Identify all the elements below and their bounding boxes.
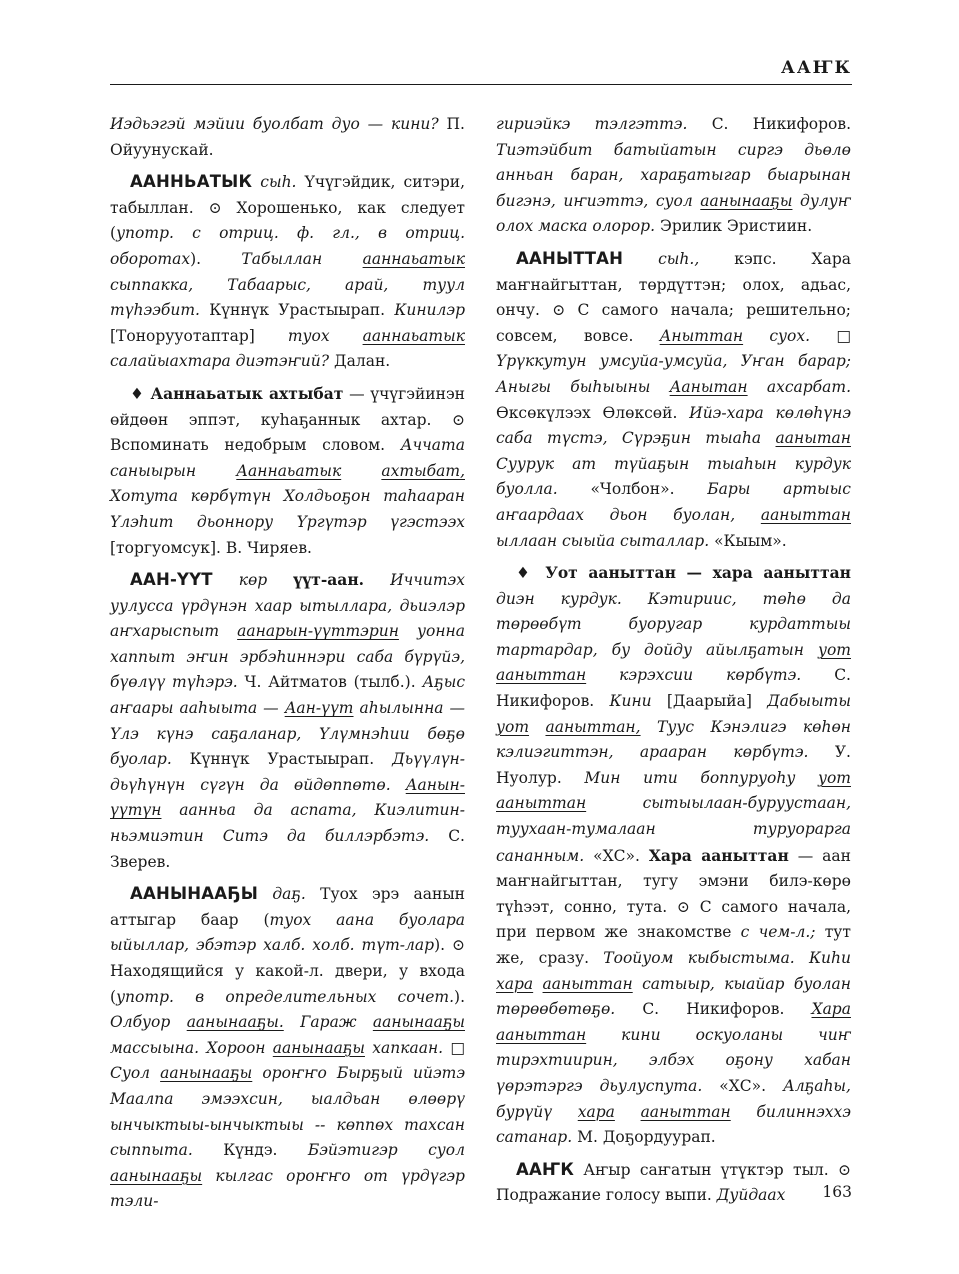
phrase-uot-aanyttan <box>496 560 851 1151</box>
text-run: көр <box>238 571 268 590</box>
text-run: употр. с отриц. ф. гл., в отриц. оборотах <box>110 224 465 268</box>
text-run: аанынааҕы <box>160 1064 253 1083</box>
text-run: аанньа да аспата, Киэлитин-ньэмиэтин Ситэ да биллэрбэтэ. <box>110 801 465 846</box>
text-run: В. Чиряев. <box>225 538 312 557</box>
text-run: Аччата саныырын <box>110 436 465 480</box>
text-run: ааныттан <box>760 505 851 524</box>
text-run: М. Доҕордуурап. <box>577 1128 716 1147</box>
entry-aanynaagy <box>110 881 465 1215</box>
text-run: С. Зверев. <box>110 827 465 871</box>
text-run: Гараж <box>300 1013 357 1032</box>
headword: ААННЬАТЫК <box>130 172 253 192</box>
text-run: ааныттан <box>496 794 587 813</box>
entry-aangk <box>496 1157 851 1209</box>
text-run: Хара <box>811 1000 851 1019</box>
text-run: гириэйкэ тэлгэттэ. <box>496 115 688 133</box>
text-run: Далан. <box>334 352 391 371</box>
text-run: хара <box>496 974 534 993</box>
text-run: «ХС». <box>719 1076 767 1095</box>
text-run: Суол <box>110 1064 151 1083</box>
text-run: туох аана буолара ыйыллар, эбэтэр халб. холб. түт-лар <box>110 910 465 955</box>
text-run: Аныттан <box>659 326 744 345</box>
text-run: кэрэхсии көрбүтэ. <box>619 666 802 685</box>
headword: ААҤК <box>516 1159 575 1179</box>
text-run: [Даарыйа] <box>666 692 752 711</box>
text-run: уот <box>496 717 530 736</box>
text-run: ааныттан <box>640 1102 731 1121</box>
text-run: «Кыым». <box>714 531 787 550</box>
text-run: аһылынна — Үлэ күнэ саҕаланар, Үлүмнэһии бөҕө буолар. <box>110 699 466 769</box>
text-run: Хотута көрбүтүн Холдьоҕон таһааран Үлэһит дьоннору Үргүтэр үгэстээх <box>110 487 465 531</box>
text-run: хапкаан. <box>372 1038 444 1057</box>
text-run: П. Ойуунускай. <box>110 115 465 159</box>
text-run: даҕ. <box>272 885 306 904</box>
text-run: Аҕыс аҥаары ааһыыта — <box>110 673 465 718</box>
text-run: ахсарбат. <box>766 377 851 396</box>
left-column <box>110 112 465 1221</box>
text-run: аанынааҕы. <box>186 1013 284 1032</box>
headword: ААН-ҮҮТ <box>130 570 213 590</box>
text-run: Дьүүлүн-дьүһүнүн сүгүн да өйдөппөтө. <box>110 750 465 794</box>
headword: ААНЫНААҔЫ <box>130 884 259 904</box>
page-number: 163 <box>822 1183 852 1201</box>
text-run: ааннаьатык <box>362 326 465 345</box>
text-run: аанарын-үүттэрин <box>237 622 399 641</box>
text-run: ахтыбат, <box>381 461 465 480</box>
text-run: ааныттан <box>542 974 633 993</box>
text-run: — үчүгэйинэн өйдөөн эппэт, куһаҕаннык ахтар. ⊙ Вспоминать недобрым словом. <box>110 384 465 455</box>
text-run: сытыылаан-буруустаан, туухаан-тумалаан туруорарга сананным. <box>496 794 851 865</box>
text-run: Алҕаһы, бурүйү <box>496 1076 851 1121</box>
text-run: уонна хаппыт эҥин эрбэһиннэри саба бүрүйэ, бүөлүү түһэрэ. <box>110 622 465 692</box>
text-run: Аанын-үүтүн <box>110 775 465 820</box>
text-run: С. Никифоров. <box>496 666 851 711</box>
text-run: ). <box>454 987 465 1006</box>
box-icon: □ <box>450 1038 466 1057</box>
text-run: ыллаан сыыйа сыталлар. <box>496 531 710 550</box>
text-run: Дуйдаах <box>716 1186 786 1205</box>
text-run: «ХС». <box>593 846 640 865</box>
text-run: ааныттан <box>496 1025 587 1044</box>
text-run: сыһ. <box>260 173 297 192</box>
text-run: Ийэ-хара көлөһүнэ саба түстэ, Сүрэҕин тыаһа <box>496 403 851 448</box>
text-run: уот <box>817 640 851 659</box>
text-run: [торгуомсук]. <box>110 538 221 557</box>
text-run: Кини <box>609 692 652 711</box>
diamond-icon: ♦ <box>130 384 145 403</box>
text-run: хара <box>577 1102 615 1121</box>
text-run: диэн курдук. Кэтириис, төһө да төрөөбүт буоругар курдаттыы тартардар, бу дойду айылҕатын <box>496 589 851 659</box>
text-run: аанынааҕы <box>372 1013 465 1032</box>
text-run: Туох эрэ аанын аттыгар баар ( <box>110 885 466 929</box>
text-run: Бары артыыс аҥаардаах дьон буолан, <box>496 480 851 524</box>
right-column <box>496 112 851 1215</box>
text-run: У. Нуолур. <box>496 743 851 787</box>
text-run: аанынааҕы <box>700 191 793 210</box>
text-run: сатыыр, кыайар буолан төрөөбөтөҕө. <box>496 974 851 1019</box>
text-run: ). <box>190 249 202 268</box>
text-run: сыһ., <box>658 249 700 268</box>
text-run: Олбуор <box>110 1013 171 1032</box>
text-run: Иэдьэгэй мэйии буолбат дуо — кини? <box>110 115 439 133</box>
text-run: ороҥҥо Бырҕый ийэтэ Маалпа эмээхсин, ыалдьан өлөөрү ынчыктыы-ынчыктыы -- көппөх тахсан сыппыта. <box>110 1064 466 1160</box>
text-run: Кинилэр <box>394 301 465 320</box>
text-run: Үчүгэйдик, ситэри, табыллан. ⊙ Хорошенько, как следует ( <box>110 173 465 243</box>
text-run: Ч. Айтматов (тылб.). <box>244 673 416 692</box>
text-run: Үрүккутун умсуйа-умсуйа, Уҥан барар; Аныгы быһыыны <box>496 352 851 396</box>
text-run: Тоойуом кыбыстыма. Киһи <box>603 949 851 967</box>
text-run: дулуҥ олох маска олорор. <box>496 191 851 236</box>
text-run: Иччитэх уулусса үрдүнэн хаар ытыллара, дьиэлэр аҥхарыспыт <box>110 571 465 641</box>
text-run: Күндэ. <box>223 1141 278 1160</box>
text-run: ааныттан, <box>545 717 641 736</box>
text-run: Тиэтэйбит батыйатын сиргэ дьөлө анньан баран, хараҕатыгар быарынан бигэнэ, иҥиэттэ, суол <box>496 140 851 210</box>
text-run: Аҥыр саҥатын үтүктэр тыл. ⊙ Подражание голосу выпи. <box>496 1160 851 1205</box>
text-run: Туус Кэнэлигэ көһөн кэлиэгиттэн, арааран көрбүтэ. <box>496 717 851 762</box>
text-run: аанынааҕы <box>272 1038 365 1057</box>
text-run: ). ⊙ Находящийся у какой-л. двери, у входа ( <box>110 936 465 1006</box>
text-run: кэпс. Хара маҥнайгыттан, төрдүттэн; олох, адьас, ончу. ⊙ С самого начала; решительно; совсем, вовсе. <box>496 249 851 345</box>
text-run: Мин ити боппуруоһу <box>584 768 796 787</box>
text-run: Уот ааныттан — хара ааныттан <box>545 563 851 583</box>
text-run: үүт-аан. <box>293 570 365 590</box>
text-run: — аан маҥнайгыттан, тугу эмэни билэ-көрө түһээт, сонно, тута. ⊙ С самого начала, при первом же знакомстве <box>496 846 851 942</box>
text-run: Ааннаьатык <box>236 461 342 480</box>
text-run: массыына. Хороон <box>110 1038 266 1057</box>
text-run: кылгас ороҥҥо от үрдүгэр тэли- <box>110 1166 465 1211</box>
text-run: туох <box>287 326 330 345</box>
phrase-aannyatyk-akhtybat <box>110 381 465 561</box>
text-run: Аанытан <box>669 377 748 396</box>
running-head: ААҤК <box>780 58 852 78</box>
text-run: С. Никифоров. <box>711 115 852 133</box>
text-run: Өксөкүлээх Өлөксөй. <box>496 403 678 422</box>
text-run: Ааннаьатык ахтыбат <box>150 383 344 403</box>
entry-continuation <box>496 112 851 240</box>
text-run: С. Никифоров. <box>642 1000 785 1019</box>
text-run: Бэйэтигэр суол <box>307 1141 465 1160</box>
text-run: с чем-л.; <box>740 923 816 942</box>
header-rule <box>110 84 852 85</box>
text-run: сыппакка, Табаарыс, арай, туул түһээбит. <box>110 275 465 320</box>
text-run: салайыахтара диэтэҥий? <box>110 352 330 371</box>
entry-aan-uut <box>110 567 465 875</box>
text-run: употр. в определительных сочет. <box>116 987 455 1006</box>
text-run: Күннүк Урастыырап. <box>209 301 386 320</box>
text-run: Эрилик Эристиин. <box>659 217 813 236</box>
text-run: Суурук ат түйаҕын тыаһын курдук буолла. <box>496 454 851 499</box>
text-run: Хара ааныттан <box>648 845 789 865</box>
box-icon: □ <box>836 326 851 345</box>
text-run: Аан-үүт <box>284 699 354 718</box>
text-run: билиннэххэ сатанар. <box>496 1102 851 1147</box>
text-run: кини оскуоланы чиҥ тирэхтиирин, элбэх оҕону хабан үөрэтэргэ дьулуспута. <box>496 1025 851 1095</box>
diamond-icon: ♦ <box>516 564 536 583</box>
entry-aanyttan <box>496 246 851 554</box>
text-run: Күннүк Урастыырап. <box>189 750 375 769</box>
text-run: аанынааҕы <box>110 1166 203 1185</box>
entry-continuation <box>110 112 465 163</box>
text-run: ааныттан <box>496 666 587 685</box>
text-run: уот <box>817 768 851 787</box>
text-run: Табыллан <box>241 249 323 268</box>
text-run: Дабыыты <box>767 692 851 711</box>
headword: ААНЫТТАН <box>516 248 624 268</box>
text-run: аанытан <box>775 429 851 448</box>
text-run: тут же, сразу. <box>496 923 851 967</box>
entry-aannyatyk <box>110 169 465 375</box>
text-run: ааннаьатык <box>362 249 465 268</box>
text-run: суох. <box>769 326 811 345</box>
text-run: [Тонорууотаптар] <box>110 326 255 345</box>
text-run: «Чолбон». <box>590 480 675 499</box>
